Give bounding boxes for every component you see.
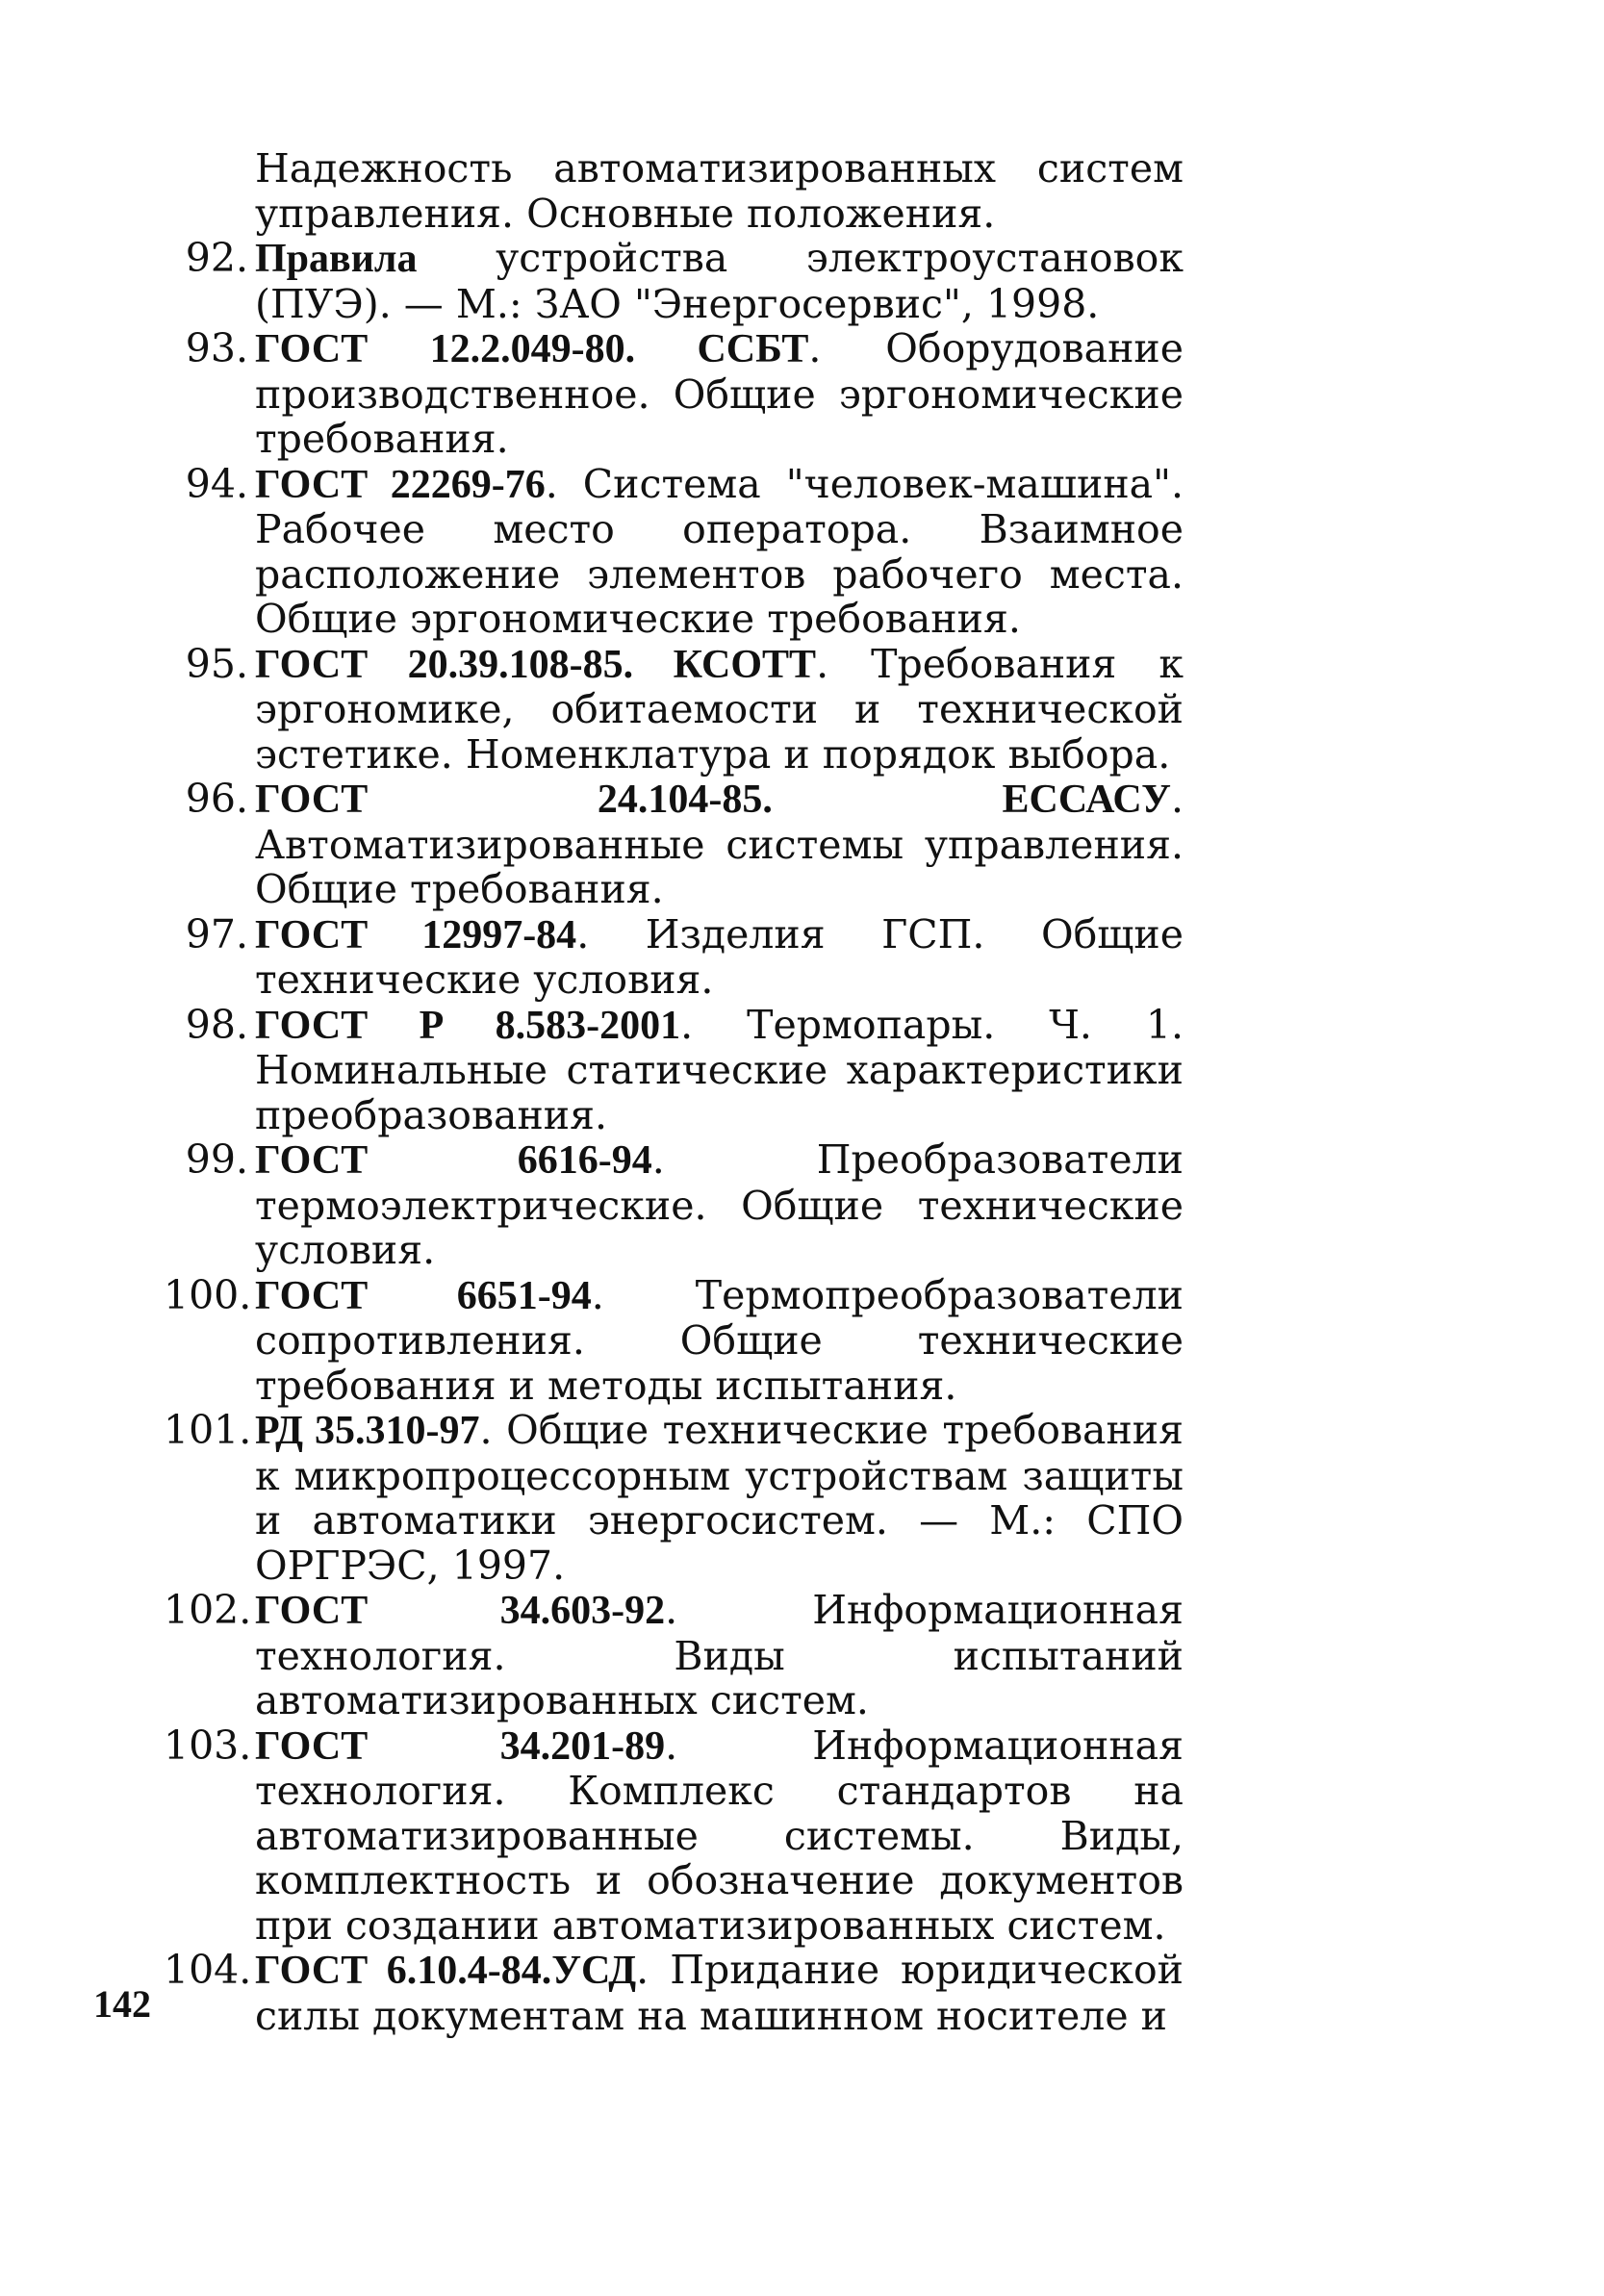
entry-number: 99. <box>185 1136 248 1183</box>
entry-code: ГОСТ 34.603-92 <box>255 1589 666 1633</box>
entry-text: . Информационная технология. Виды испытаний автоматизированных систем. <box>255 1587 1184 1723</box>
entry-text: . Преобразователи термоэлектрические. Общие технические условия. <box>255 1136 1184 1273</box>
entry-code: ГОСТ 34.201-89 <box>255 1723 666 1769</box>
entry-number: 104. <box>164 1947 252 1993</box>
reference-entry-100 <box>164 1273 1184 1409</box>
entry-number: 93. <box>185 325 248 371</box>
entry-code: ГОСТ 12.2.049-80. ССБТ <box>255 327 809 371</box>
entry-text: . Автоматизированные системы управления. Общие требования. <box>255 776 1184 912</box>
entry-number: 101. <box>164 1407 252 1453</box>
entry-number: 100. <box>164 1271 252 1318</box>
entry-code: ГОСТ 6.10.4-84.УСД <box>255 1949 637 1993</box>
entry-code: ГОСТ 12997-84 <box>255 912 577 957</box>
entry-code: ГОСТ 6651-94 <box>255 1273 592 1318</box>
entry-code: ГОСТ 24.104-85. ЕССАСУ <box>255 778 1171 822</box>
entry-text: . Изделия ГСП. Общие технические условия. <box>255 910 1184 1003</box>
entry-number: 92. <box>185 235 248 281</box>
reference-entry-94 <box>164 462 1184 642</box>
entry-code: ГОСТ 6616-94 <box>255 1138 652 1183</box>
entry-number: 97. <box>185 910 248 957</box>
reference-entry-103 <box>164 1723 1184 1949</box>
entry-text: . Система "человек-машина". Рабочее место оператора. Взаимное расположение элементов рабочего места. Общие эргономические требования. <box>255 460 1184 642</box>
reference-entry-92 <box>164 236 1184 326</box>
entry-number: 102. <box>164 1587 252 1633</box>
entry-text: . Общие технические требования к микропроцессорным устройствам защиты и автоматики энергосистем. — М.: СПО ОРГРЭС, 1997. <box>255 1407 1184 1589</box>
entry-number: 95. <box>185 640 248 687</box>
entry-code: ГОСТ 20.39.108-85. КСОТТ <box>255 642 817 687</box>
entry-code: ГОСТ 22269-76 <box>255 462 546 507</box>
reference-list <box>164 146 1184 2038</box>
page-number: 142 <box>93 1982 151 2026</box>
entry-text: . Информационная технология. Комплекс стандартов на автоматизированные системы. Виды, комплектность и обозначение документов при создании автоматизированных систем. <box>255 1722 1184 1949</box>
entry-text: . Оборудование производственное. Общие эргономические требования. <box>255 325 1184 462</box>
reference-entry-102 <box>164 1588 1184 1723</box>
entry-number: 103. <box>164 1722 252 1769</box>
reference-entry-101 <box>164 1408 1184 1588</box>
entry-number: 98. <box>185 1001 248 1048</box>
reference-entry-98 <box>164 1003 1184 1138</box>
entry-text: устройства электроустановок (ПУЭ). — М.: ЗАО "Энергосервис", 1998. <box>255 235 1184 327</box>
entry-text: . Термопары. Ч. 1. Номинальные статические характеристики преобразования. <box>255 1001 1184 1138</box>
entry-text: . Требования к эргономике, обитаемости и технической эстетике. Номенклатура и порядок выбора. <box>255 640 1184 778</box>
entry-text: . Придание юридической силы документам на машинном носителе и <box>255 1947 1184 2039</box>
reference-continuation: Надежность автоматизированных систем управления. Основные положения. <box>255 145 1184 237</box>
reference-entry-99 <box>164 1137 1184 1273</box>
reference-entry-97 <box>164 912 1184 1003</box>
entry-code: Правила <box>255 237 418 281</box>
reference-entry-95 <box>164 642 1184 778</box>
entry-code: РД 35.310-97 <box>255 1409 480 1453</box>
entry-number: 94. <box>185 460 248 507</box>
entry-text: . Термопреобразователи сопротивления. Общие технические требования и методы испытания. <box>255 1271 1184 1409</box>
entry-number: 96. <box>185 776 248 822</box>
reference-entry-96 <box>164 777 1184 912</box>
entry-code: ГОСТ Р 8.583-2001 <box>255 1003 681 1048</box>
reference-entry-93 <box>164 326 1184 462</box>
reference-entry-104 <box>164 1948 1184 2038</box>
